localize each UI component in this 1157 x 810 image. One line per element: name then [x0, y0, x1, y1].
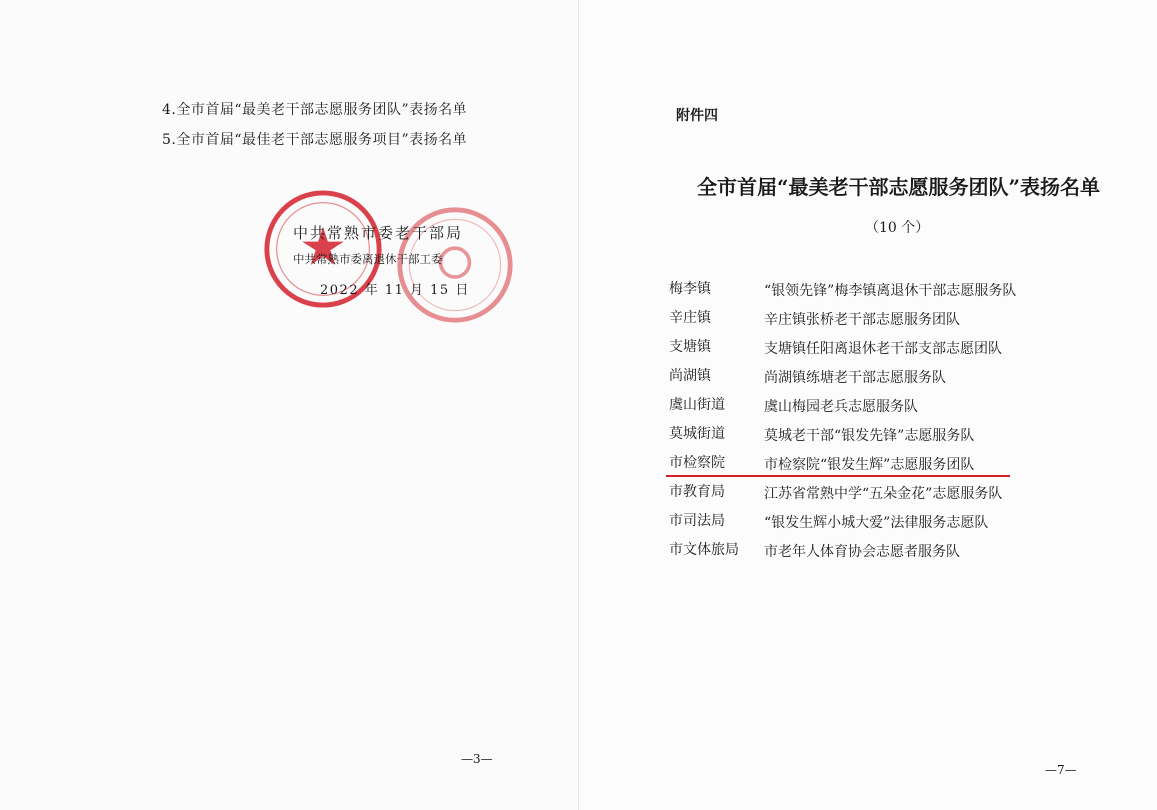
signature-org-secondary: 中共常熟市委离退休干部工委	[293, 252, 443, 266]
signature-org-primary: 中共常熟市委老干部局	[293, 224, 464, 242]
list-item	[666, 392, 1086, 421]
list-item	[666, 537, 1086, 566]
list-item	[666, 276, 1086, 305]
unit-name: 辛庄镇	[669, 310, 711, 326]
unit-name: 市司法局	[669, 513, 725, 529]
unit-name: 尚湖镇	[669, 368, 711, 384]
team-name: 莫城老干部“银发先锋”志愿服务队	[764, 428, 975, 444]
left-page	[0, 0, 578, 810]
honor-list	[666, 276, 1086, 566]
highlight-underline	[666, 475, 1010, 477]
team-name: 辛庄镇张桥老干部志愿服务团队	[764, 312, 960, 328]
list-item	[666, 508, 1086, 537]
attachment-item-5: 5.全市首届“最佳老干部志愿服务项目”表扬名单	[162, 132, 468, 148]
page-number-left: —3—	[461, 752, 493, 766]
team-name: 虞山梅园老兵志愿服务队	[764, 399, 918, 415]
unit-name: 虞山街道	[669, 397, 725, 413]
page-number-right: —7—	[1045, 763, 1077, 777]
unit-name: 市教育局	[669, 484, 725, 500]
list-item	[666, 305, 1086, 334]
list-item	[666, 421, 1086, 450]
list-item	[666, 334, 1086, 363]
team-name: 市老年人体育协会志愿者服务队	[764, 544, 960, 560]
unit-name: 莫城街道	[669, 426, 725, 442]
team-name: 江苏省常熟中学“五朵金花”志愿服务队	[764, 486, 1003, 502]
list-item	[666, 479, 1086, 508]
attachment-item-4: 4.全市首届“最美老干部志愿服务团队”表扬名单	[162, 102, 468, 118]
team-name: “银领先锋”梅李镇离退休干部志愿服务队	[764, 283, 1017, 299]
team-name: 市检察院“银发生辉”志愿服务团队	[764, 457, 975, 473]
list-title: 全市首届“最美老干部志愿服务团队”表扬名单	[697, 175, 1101, 199]
signature-date: 2022 年 11 月 15 日	[320, 283, 470, 298]
unit-name: 支塘镇	[669, 339, 711, 355]
team-name: 尚湖镇练塘老干部志愿服务队	[764, 370, 946, 386]
list-item	[666, 363, 1086, 392]
team-name: “银发生辉小城大爱”法律服务志愿队	[764, 515, 989, 531]
attachment-label: 附件四	[676, 108, 718, 124]
unit-name: 市检察院	[669, 455, 725, 471]
unit-name: 梅李镇	[669, 281, 711, 297]
unit-name: 市文体旅局	[669, 542, 739, 558]
team-name: 支塘镇任阳离退休老干部支部志愿团队	[764, 341, 1002, 357]
list-count: （10 个）	[865, 220, 930, 236]
list-item-highlighted	[666, 450, 1086, 479]
